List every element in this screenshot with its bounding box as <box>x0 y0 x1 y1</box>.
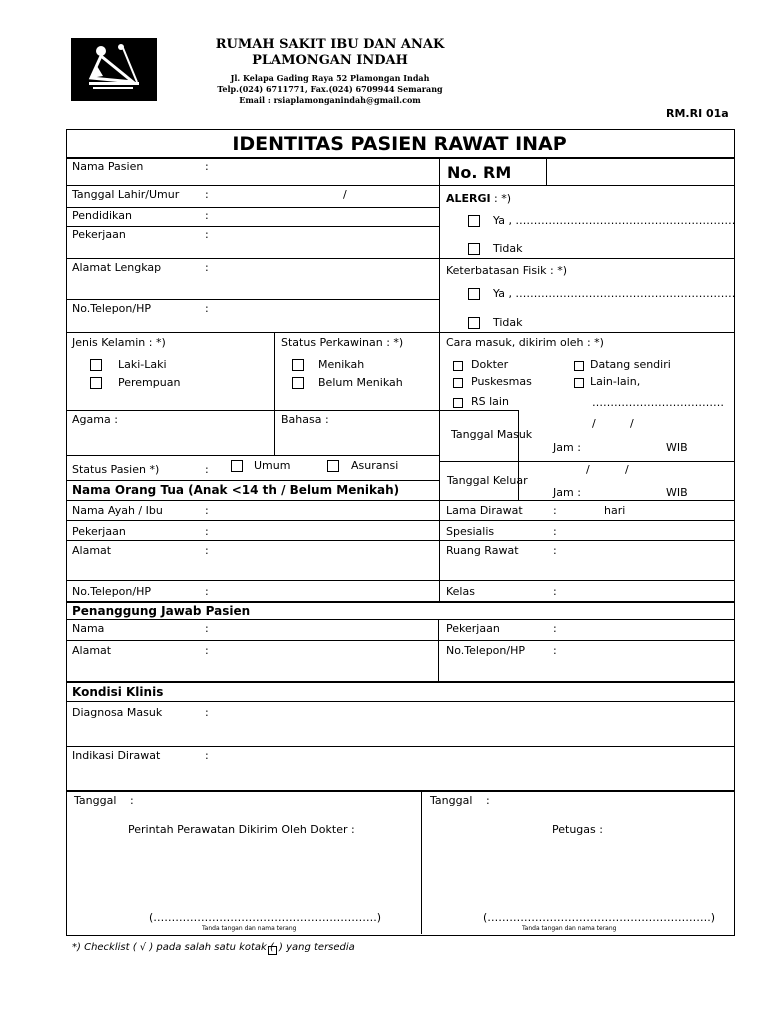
signature-line-dokter[interactable]: (…………………………………………………….) <box>149 911 382 924</box>
alergi-note: : *) <box>494 192 511 205</box>
colon: : <box>205 544 209 557</box>
slash: / <box>630 417 634 430</box>
slash: / <box>586 463 590 476</box>
colon: : <box>553 622 557 635</box>
label-wib-masuk: WIB <box>666 441 688 454</box>
option-perempuan: Perempuan <box>118 376 181 389</box>
colon: : <box>205 160 209 173</box>
label-no-rm: No. RM <box>447 163 512 182</box>
checkbox-umum[interactable] <box>231 460 243 472</box>
colon: : <box>205 622 209 635</box>
no-rm-field[interactable] <box>548 159 732 184</box>
label-pekerjaan-ortu: Pekerjaan <box>72 525 126 538</box>
label-wib-keluar: WIB <box>666 486 688 499</box>
checkbox-alergi-tidak[interactable] <box>468 243 480 255</box>
colon: : <box>205 261 209 274</box>
hospital-phone: Telp.(024) 6711771, Fax.(024) 6709944 Semarang <box>217 84 443 94</box>
option-menikah: Menikah <box>318 358 365 371</box>
label-lama-dirawat: Lama Dirawat <box>446 504 523 517</box>
checkbox-dokter[interactable] <box>453 361 463 371</box>
checkbox-asuransi[interactable] <box>327 460 339 472</box>
label-petugas: Petugas : <box>552 823 603 836</box>
keterbatasan-ya-text: Ya , …………………………………………………… <box>493 287 736 300</box>
label-perintah-perawatan: Perintah Perawatan Dikirim Oleh Dokter : <box>128 823 355 836</box>
hospital-name-line1: RUMAH SAKIT IBU DAN ANAK <box>215 37 445 52</box>
checkbox-lain-lain[interactable] <box>574 378 584 388</box>
label-bahasa: Bahasa : <box>281 413 329 426</box>
label-ruang-rawat: Ruang Rawat <box>446 544 519 557</box>
option-asuransi: Asuransi <box>351 459 399 472</box>
hospital-email: Email : rsiaplamonganindah@gmail.com <box>239 95 421 105</box>
label-alergi: ALERGI <box>446 192 491 205</box>
colon: : <box>130 794 134 807</box>
option-laki-laki: Laki-Laki <box>118 358 167 371</box>
colon: : <box>205 504 209 517</box>
label-alamat-pj: Alamat <box>72 644 112 657</box>
checkbox-perempuan[interactable] <box>90 377 102 389</box>
colon: : <box>205 228 209 241</box>
slash: / <box>343 188 347 201</box>
label-kelas: Kelas <box>446 585 475 598</box>
colon: : <box>205 749 209 762</box>
colon: : <box>553 644 557 657</box>
checkbox-menikah[interactable] <box>292 359 304 371</box>
footnote-box-icon <box>268 946 277 955</box>
label-alamat-ortu: Alamat <box>72 544 112 557</box>
label-cara-masuk: Cara masuk, dikirim oleh : *) <box>446 336 604 349</box>
label-telepon-pj: No.Telepon/HP <box>446 644 525 657</box>
label-status-pasien: Status Pasien *) <box>72 463 160 476</box>
signature-line-petugas[interactable]: (…………………………………………………….) <box>483 911 716 924</box>
checkbox-rs-lain[interactable] <box>453 398 463 408</box>
signature-caption-petugas: Tanda tangan dan nama terang <box>522 925 617 932</box>
checkbox-keterbatasan-tidak[interactable] <box>468 317 480 329</box>
hospital-address: Jl. Kelapa Gading Raya 52 Plamongan Indah <box>230 73 430 83</box>
option-dokter: Dokter <box>471 358 509 371</box>
colon: : <box>205 209 209 222</box>
colon: : <box>205 302 209 315</box>
footnote-part2: ) yang tersedia <box>279 942 355 953</box>
label-nama-pj: Nama <box>72 622 105 635</box>
hospital-logo <box>71 38 157 101</box>
label-pendidikan: Pendidikan <box>72 209 132 222</box>
colon: : <box>205 188 209 201</box>
signature-caption-dokter: Tanda tangan dan nama terang <box>202 925 297 932</box>
hospital-name-line2: PLAMONGAN INDAH <box>252 53 408 68</box>
checkbox-keterbatasan-ya[interactable] <box>468 288 480 300</box>
label-spesialis: Spesialis <box>446 525 495 538</box>
heading-penanggung-jawab: Penanggung Jawab Pasien <box>72 604 251 618</box>
checkbox-datang-sendiri[interactable] <box>574 361 584 371</box>
colon: : <box>553 544 557 557</box>
option-rs-lain: RS lain <box>471 395 509 408</box>
form-title: IDENTITAS PASIEN RAWAT INAP <box>232 133 567 155</box>
label-diagnosa-masuk: Diagnosa Masuk <box>72 706 163 719</box>
lain-lain-dots: ……………………………… <box>592 396 724 409</box>
option-belum-menikah: Belum Menikah <box>318 376 403 389</box>
checkbox-puskesmas[interactable] <box>453 378 463 388</box>
label-hari: hari <box>604 504 626 517</box>
colon: : <box>486 794 490 807</box>
label-nama-pasien: Nama Pasien <box>72 160 144 173</box>
colon: : <box>553 504 557 517</box>
heading-orang-tua: Nama Orang Tua (Anak <14 th / Belum Menikah) <box>72 483 400 497</box>
checkbox-laki-laki[interactable] <box>90 359 102 371</box>
option-datang-sendiri: Datang sendiri <box>590 358 671 371</box>
label-agama: Agama : <box>72 413 118 426</box>
label-telepon: No.Telepon/HP <box>72 302 151 315</box>
label-tanggal-dokter: Tanggal <box>74 794 117 807</box>
slash: / <box>592 417 596 430</box>
slash: / <box>625 463 629 476</box>
colon: : <box>205 463 209 476</box>
form-frame <box>66 129 735 936</box>
checkbox-belum-menikah[interactable] <box>292 377 304 389</box>
checkbox-alergi-ya[interactable] <box>468 215 480 227</box>
colon: : <box>205 585 209 598</box>
colon: : <box>553 525 557 538</box>
label-jenis-kelamin: Jenis Kelamin : *) <box>72 336 166 349</box>
label-nama-ayah-ibu: Nama Ayah / Ibu <box>72 504 163 517</box>
option-puskesmas: Puskesmas <box>471 375 532 388</box>
label-tanggal-petugas: Tanggal <box>430 794 473 807</box>
option-lain-lain: Lain-lain, <box>590 375 641 388</box>
label-jam-keluar: Jam : <box>553 486 581 499</box>
colon: : <box>553 585 557 598</box>
form-code: RM.RI 01a <box>666 107 729 120</box>
label-keterbatasan-fisik: Keterbatasan Fisik : *) <box>446 264 567 277</box>
heading-kondisi-klinis: Kondisi Klinis <box>72 685 164 699</box>
keterbatasan-tidak-text: Tidak <box>493 316 523 329</box>
label-jam-masuk: Jam : <box>553 441 581 454</box>
colon: : <box>205 525 209 538</box>
label-pekerjaan-pj: Pekerjaan <box>446 622 500 635</box>
label-tanggal-masuk: Tanggal Masuk <box>451 428 533 441</box>
colon: : <box>205 644 209 657</box>
label-indikasi-dirawat: Indikasi Dirawat <box>72 749 161 762</box>
label-telepon-ortu: No.Telepon/HP <box>72 585 151 598</box>
footnote-part1: *) Checklist ( √ ) pada salah satu kotak ( <box>72 942 274 953</box>
option-umum: Umum <box>254 459 291 472</box>
label-alamat-lengkap: Alamat Lengkap <box>72 261 162 274</box>
label-status-perkawinan: Status Perkawinan : *) <box>281 336 404 349</box>
colon: : <box>205 706 209 719</box>
alergi-ya-text: Ya , …………………………………………………… <box>493 214 736 227</box>
alergi-tidak-text: Tidak <box>493 242 523 255</box>
label-tanggal-lahir: Tanggal Lahir/Umur <box>72 188 180 201</box>
label-tanggal-keluar: Tanggal Keluar <box>447 474 528 487</box>
label-pekerjaan: Pekerjaan <box>72 228 126 241</box>
